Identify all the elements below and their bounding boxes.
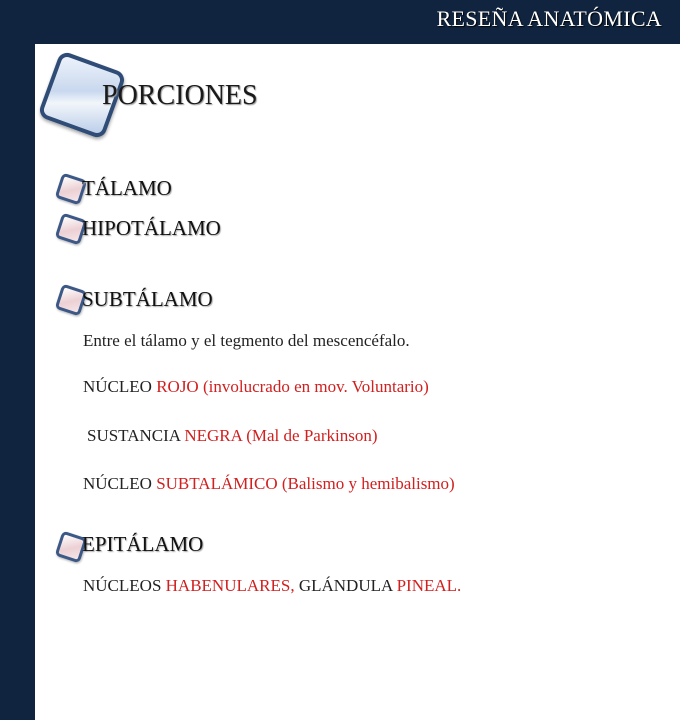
section-epitalamo: EPITÁLAMO <box>82 532 204 556</box>
left-sidebar-bar <box>0 0 35 720</box>
nucleo-rojo-prefix: NÚCLEO <box>83 377 157 396</box>
epitalamo-prefix: NÚCLEOS <box>83 576 166 595</box>
sustancia-negra-highlight: NEGRA (Mal de Parkinson) <box>184 426 378 445</box>
nucleo-subtalamico-prefix: NÚCLEO <box>83 474 157 493</box>
section-talamo: TÁLAMO <box>82 176 172 200</box>
section-hipotalamo: HIPOTÁLAMO <box>82 216 221 240</box>
section-heading: PORCIONES <box>102 80 258 111</box>
pineal-highlight: PINEAL. <box>396 576 462 595</box>
subtalamo-location-text: Entre el tálamo y el tegmento del mescencéfalo. <box>83 331 410 350</box>
nucleo-subtalamico-line <box>83 474 455 494</box>
sustancia-negra-line <box>87 426 377 446</box>
epitalamo-nuclei-line <box>83 576 461 596</box>
page-title: RESEÑA ANATÓMICA <box>436 6 662 31</box>
nucleo-rojo-highlight: ROJO (involucrado en mov. Voluntario) <box>156 377 429 396</box>
section-subtalamo: SUBTÁLAMO <box>82 287 213 311</box>
nucleo-rojo-line <box>83 377 429 397</box>
habenulares-highlight: HABENULARES, <box>165 576 295 595</box>
nucleo-subtalamico-highlight: SUBTALÁMICO (Balismo y hemibalismo) <box>156 474 455 493</box>
sustancia-negra-prefix: SUSTANCIA <box>87 426 185 445</box>
glandula-text: GLÁNDULA <box>294 576 397 595</box>
